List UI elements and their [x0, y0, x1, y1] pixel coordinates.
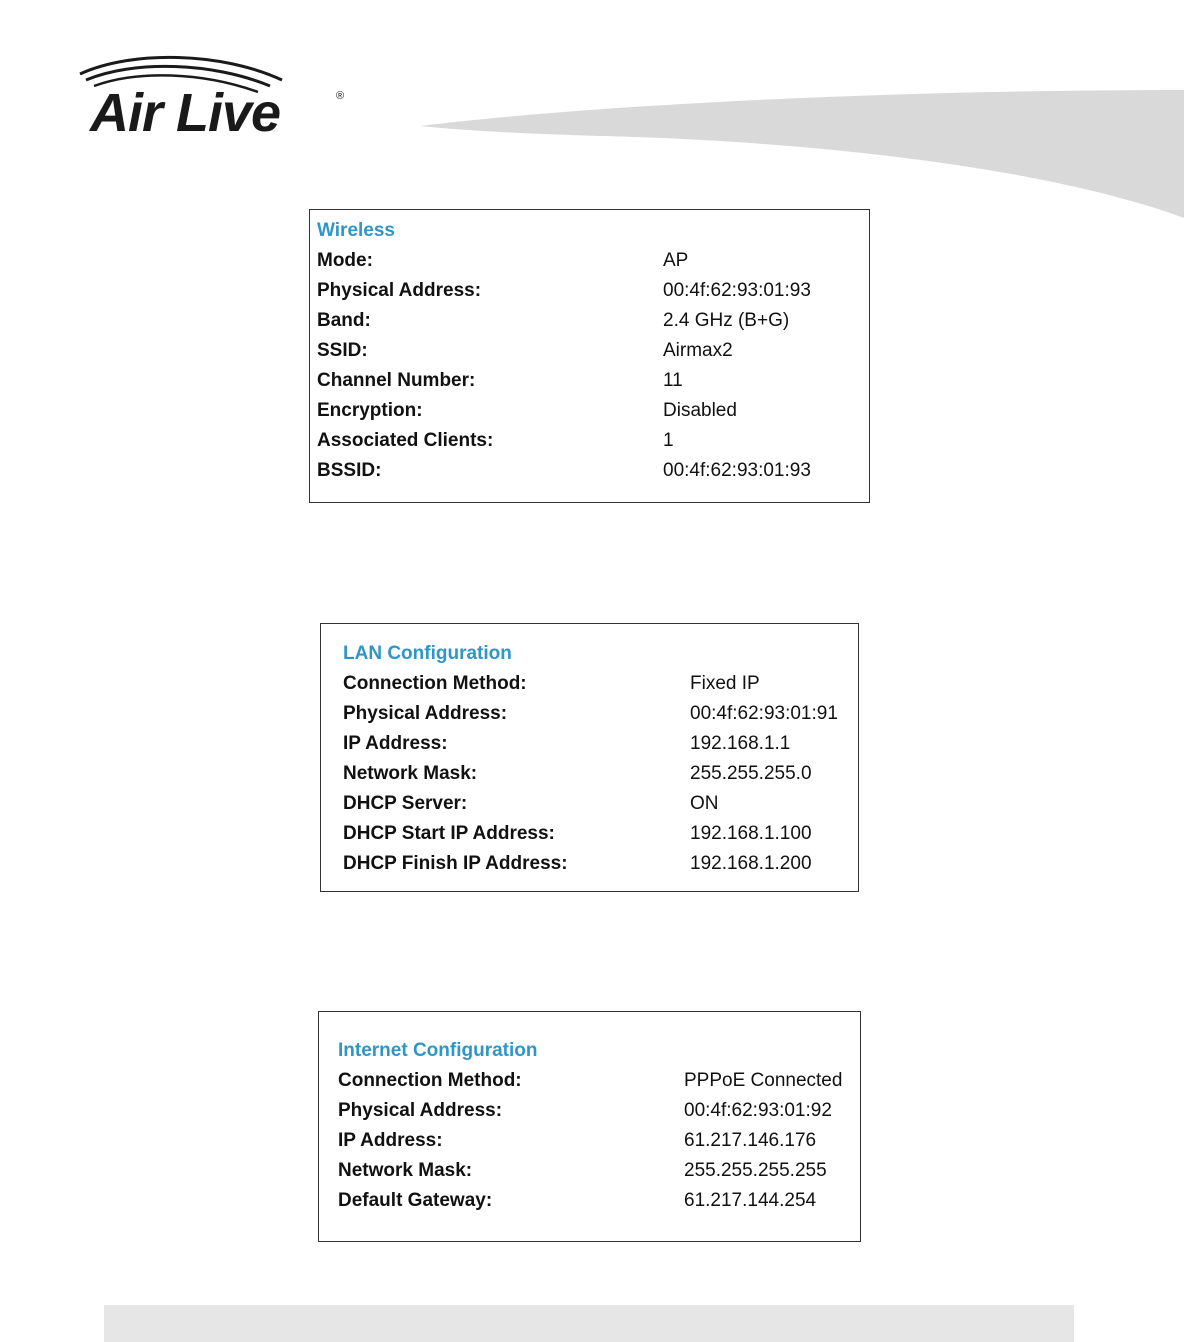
field-value: PPPoE Connected: [684, 1070, 843, 1091]
airlive-logo: [72, 52, 362, 142]
wireless-title: Wireless: [317, 220, 395, 241]
field-value: 192.168.1.1: [690, 733, 791, 754]
field-label: DHCP Finish IP Address:: [343, 853, 568, 874]
lan-row: [321, 853, 858, 883]
field-label: Network Mask:: [343, 763, 478, 784]
field-value: 00:4f:62:93:01:93: [663, 280, 811, 301]
field-label: Encryption:: [317, 400, 423, 421]
lan-row: [321, 733, 858, 763]
field-label: Network Mask:: [338, 1160, 473, 1181]
wireless-panel: [309, 209, 870, 503]
field-value: 192.168.1.100: [690, 823, 812, 844]
field-label: Channel Number:: [317, 370, 476, 391]
wireless-row: [310, 280, 869, 310]
lan-row: [321, 763, 858, 793]
field-label: Band:: [317, 310, 371, 331]
wireless-row: [310, 310, 869, 340]
field-value: 00:4f:62:93:01:91: [690, 703, 838, 724]
field-label: Default Gateway:: [338, 1190, 493, 1211]
wireless-row: [310, 400, 869, 430]
logo-wordmark: Air Live: [90, 83, 281, 143]
lan-title: LAN Configuration: [343, 643, 512, 664]
internet-row: [319, 1100, 860, 1130]
field-label: Physical Address:: [338, 1100, 503, 1121]
field-label: IP Address:: [338, 1130, 443, 1151]
lan-panel: [320, 623, 859, 892]
lan-row: [321, 793, 858, 823]
field-label: IP Address:: [343, 733, 448, 754]
internet-title: Internet Configuration: [338, 1040, 538, 1061]
wireless-row: [310, 430, 869, 460]
field-label: Connection Method:: [338, 1070, 522, 1091]
header-wave-decoration: [420, 82, 1184, 222]
field-value: 2.4 GHz (B+G): [663, 310, 790, 331]
field-label: DHCP Server:: [343, 793, 468, 814]
field-value: 192.168.1.200: [690, 853, 812, 874]
field-value: 11: [663, 370, 683, 391]
lan-row: [321, 673, 858, 703]
field-value: ON: [690, 793, 719, 814]
internet-row: [319, 1190, 860, 1220]
field-value: 255.255.255.255: [684, 1160, 827, 1181]
field-label: SSID:: [317, 340, 368, 361]
field-value: 61.217.144.254: [684, 1190, 817, 1211]
lan-row: [321, 823, 858, 853]
field-label: Physical Address:: [317, 280, 482, 301]
registered-mark: ®: [336, 90, 345, 102]
field-value: Airmax2: [663, 340, 733, 361]
field-value: 1: [663, 430, 674, 451]
field-label: Mode:: [317, 250, 373, 271]
internet-row: [319, 1160, 860, 1190]
internet-row: [319, 1130, 860, 1160]
internet-row: [319, 1070, 860, 1100]
field-value: Disabled: [663, 400, 737, 421]
field-value: 255.255.255.0: [690, 763, 812, 784]
field-label: Associated Clients:: [317, 430, 494, 451]
field-label: DHCP Start IP Address:: [343, 823, 555, 844]
field-value: Fixed IP: [690, 673, 760, 694]
wireless-row: [310, 340, 869, 370]
field-label: BSSID:: [317, 460, 382, 481]
internet-panel: [318, 1011, 861, 1242]
wireless-row: [310, 250, 869, 280]
lan-row: [321, 703, 858, 733]
wireless-row: [310, 460, 869, 490]
field-value: 61.217.146.176: [684, 1130, 817, 1151]
field-label: Physical Address:: [343, 703, 508, 724]
field-label: Connection Method:: [343, 673, 527, 694]
wireless-row: [310, 370, 869, 400]
field-value: AP: [663, 250, 689, 271]
footer-bar: [104, 1305, 1074, 1342]
field-value: 00:4f:62:93:01:92: [684, 1100, 832, 1121]
field-value: 00:4f:62:93:01:93: [663, 460, 811, 481]
